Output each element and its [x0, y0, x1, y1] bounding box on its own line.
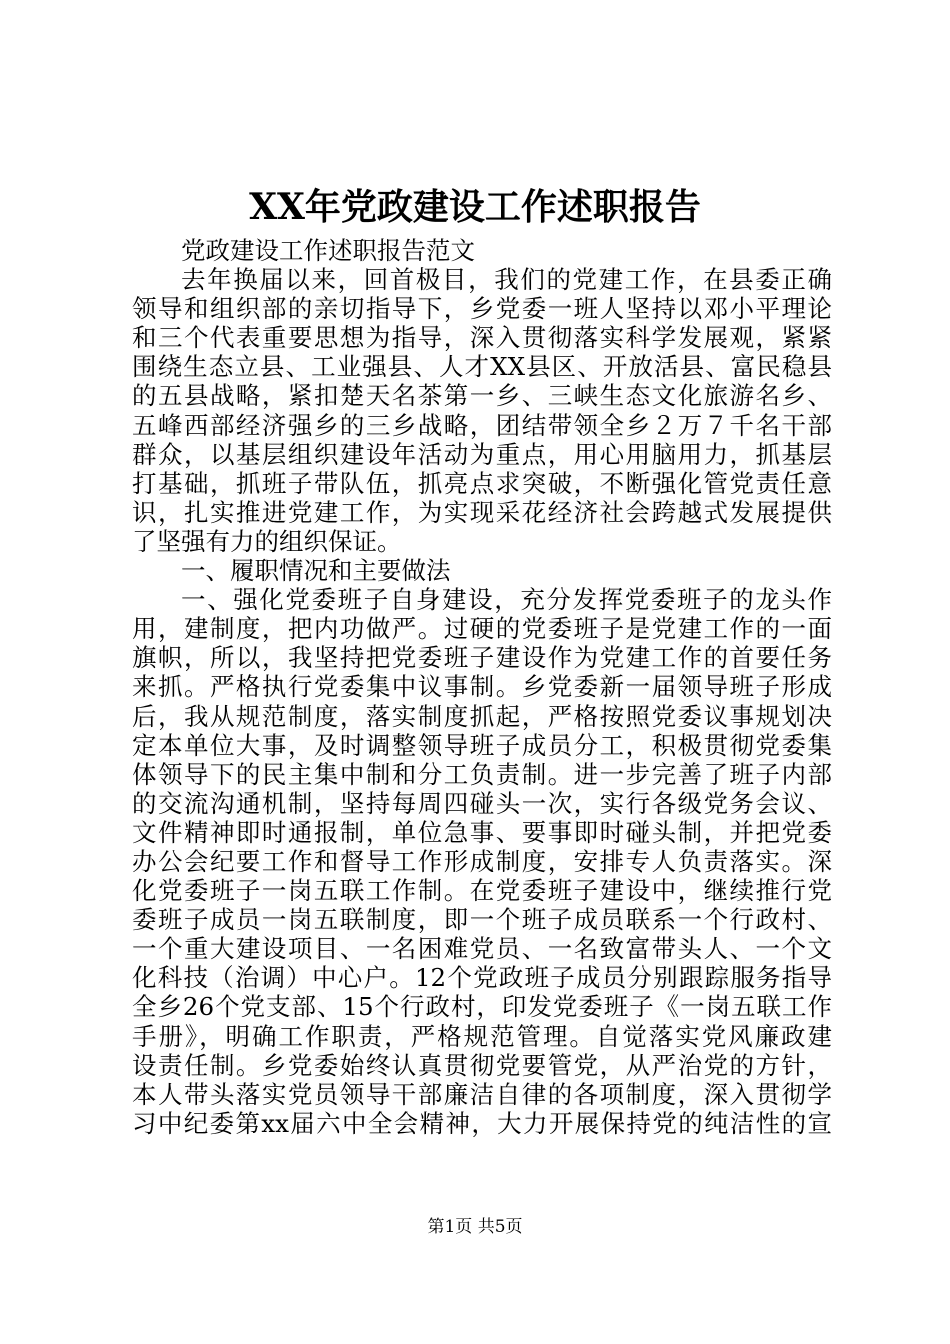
body-line: 五峰西部经济强乡的三乡战略，团结带领全乡２万７千名干部 [132, 410, 832, 440]
body-line: 设责任制。乡党委始终认真贯彻党要管党，从严治党的方针， [132, 1050, 832, 1080]
body-line: 文件精神即时通报制，单位急事、要事即时碰头制，并把党委 [132, 817, 832, 847]
body-line: 了坚强有力的组织保证。 [132, 526, 402, 556]
body-line: 手册》，明确工作职责，严格规范管理。自觉落实党风廉政建 [132, 1021, 832, 1051]
body-line: 办公会纪要工作和督导工作形成制度，安排专人负责落实。深 [132, 846, 832, 876]
document-body [132, 236, 832, 1138]
body-line: 体领导下的民主集中制和分工负责制。进一步完善了班子内部 [132, 759, 832, 789]
body-line: 定本单位大事，及时调整领导班子成员分工，积极贯彻党委集 [132, 730, 832, 760]
body-line: 一、履职情况和主要做法 [181, 556, 451, 586]
body-line: 本人带头落实党员领导干部廉洁自律的各项制度，深入贯彻学 [132, 1079, 832, 1109]
page-footer: 第1页 共5页 [427, 1217, 523, 1237]
body-line: 领导和组织部的亲切指导下，乡党委一班人坚持以邓小平理论 [132, 294, 832, 324]
body-line: 一、强化党委班子自身建设，充分发挥党委班子的龙头作 [181, 585, 832, 615]
body-line: 一个重大建设项目、一名困难党员、一名致富带头人、一个文 [132, 934, 832, 964]
body-line: 化党委班子一岗五联工作制。在党委班子建设中，继续推行党 [132, 876, 832, 906]
body-line: 后，我从规范制度，落实制度抓起，严格按照党委议事规划决 [132, 701, 832, 731]
body-line: 习中纪委第xx届六中全会精神，大力开展保持党的纯洁性的宣 [132, 1108, 832, 1138]
body-line: 和三个代表重要思想为指导，深入贯彻落实科学发展观，紧紧 [132, 323, 832, 353]
body-line: 用，建制度，把内功做严。过硬的党委班子是党建工作的一面 [132, 614, 832, 644]
body-line: 的交流沟通机制，坚持每周四碰头一次，实行各级党务会议、 [132, 788, 832, 818]
body-line: 来抓。严格执行党委集中议事制。乡党委新一届领导班子形成 [132, 672, 832, 702]
body-line: 识，扎实推进党建工作，为实现采花经济社会跨越式发展提供 [132, 497, 832, 527]
body-line: 打基础，抓班子带队伍，抓亮点求突破，不断强化管党责任意 [132, 468, 832, 498]
document-title: XX年党政建设工作述职报告 [249, 186, 701, 228]
body-line: 化科技（治调）中心户。12个党政班子成员分别跟踪服务指导 [132, 963, 832, 993]
body-line: 委班子成员一岗五联制度，即一个班子成员联系一个行政村、 [132, 905, 832, 935]
body-line: 围绕生态立县、工业强县、人才XX县区、开放活县、富民稳县 [132, 352, 832, 382]
body-line: 群众，以基层组织建设年活动为重点，用心用脑用力，抓基层 [132, 439, 832, 469]
body-line: 的五县战略，紧扣楚天名茶第一乡、三峡生态文化旅游名乡、 [132, 381, 832, 411]
body-line: 旗帜，所以，我坚持把党委班子建设作为党建工作的首要任务 [132, 643, 832, 673]
body-line: 全乡26个党支部、15个行政村，印发党委班子《一岗五联工作 [132, 992, 832, 1022]
body-line: 去年换届以来，回首极目，我们的党建工作，在县委正确 [181, 265, 832, 295]
body-line: 党政建设工作述职报告范文 [181, 236, 475, 265]
